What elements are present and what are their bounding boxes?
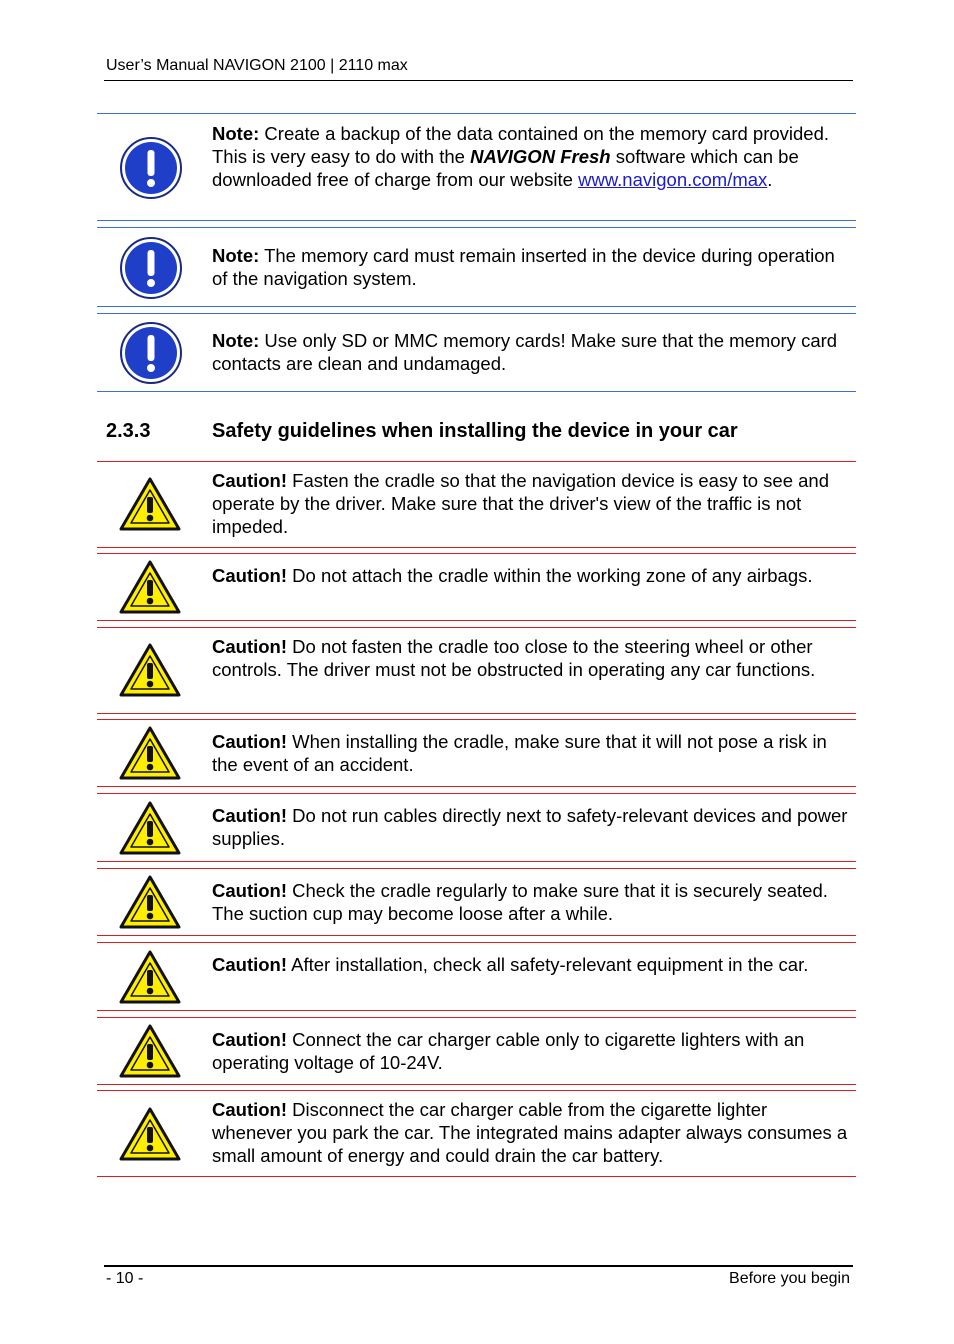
- note-box-memory-card-inserted: [97, 227, 856, 307]
- caution-box: [97, 627, 856, 714]
- caution-text: Caution! Do not fasten the cradle too close to the steering wheel or other controls. The driver must not be obstructed in operating any car functions.: [212, 636, 816, 680]
- caution-text: Caution! Fasten the cradle so that the navigation device is easy to see and operate by the driver. Make sure that the driver's view of the traffic is not impeded.: [212, 470, 829, 537]
- caution-box: [97, 942, 856, 1011]
- warning-triangle-icon: [119, 726, 181, 780]
- caution-box: [97, 553, 856, 621]
- caution-box: [97, 1090, 856, 1177]
- caution-text: Caution! Check the cradle regularly to make sure that it is securely seated. The suction cup may become loose after a while.: [212, 880, 828, 924]
- caution-text: Caution! Do not run cables directly next to safety-relevant devices and power supplies.: [212, 805, 848, 849]
- page-number: - 10 -: [106, 1270, 144, 1287]
- caution-label: Caution!: [212, 565, 288, 586]
- caution-text: Caution! Connect the car charger cable only to cigarette lighters with an operating voltage of 10-24V.: [212, 1029, 805, 1073]
- warning-triangle-icon: [119, 950, 181, 1004]
- running-header: User’s Manual NAVIGON 2100 | 2110 max: [106, 57, 408, 74]
- caution-box: [97, 461, 856, 548]
- caution-text: Caution! When installing the cradle, make sure that it will not pose a risk in the event of an accident.: [212, 731, 827, 775]
- caution-box: [97, 793, 856, 862]
- caution-text: Caution! After installation, check all safety-relevant equipment in the car.: [212, 954, 809, 975]
- warning-triangle-icon: [119, 875, 181, 929]
- warning-triangle-icon: [119, 560, 181, 614]
- caution-label: Caution!: [212, 1029, 288, 1050]
- exclamation-circle-icon: [119, 136, 183, 200]
- caution-label: Caution!: [212, 880, 288, 901]
- header-rule: [104, 80, 853, 81]
- caution-label: Caution!: [212, 954, 288, 975]
- section-number: 2.3.3: [106, 420, 151, 442]
- note-label: Note:: [212, 330, 260, 351]
- warning-triangle-icon: [119, 801, 181, 855]
- brand-name: NAVIGON Fresh: [470, 146, 611, 167]
- note-box-backup: [97, 113, 856, 221]
- caution-box: [97, 868, 856, 936]
- note-label: Note:: [212, 245, 260, 266]
- exclamation-circle-icon: [119, 236, 183, 300]
- caution-label: Caution!: [212, 731, 288, 752]
- caution-box: [97, 719, 856, 787]
- warning-triangle-icon: [119, 477, 181, 531]
- note-box-sd-mmc: [97, 313, 856, 392]
- warning-triangle-icon: [119, 1024, 181, 1078]
- note-label: Note:: [212, 123, 260, 144]
- footer-rule: [104, 1265, 853, 1267]
- caution-label: Caution!: [212, 636, 288, 657]
- note-text: Note: Use only SD or MMC memory cards! Make sure that the memory card contacts are clean and undamaged.: [212, 330, 838, 374]
- caution-text: Caution! Do not attach the cradle within the working zone of any airbags.: [212, 565, 813, 586]
- website-link[interactable]: www.navigon.com/max: [578, 169, 768, 190]
- note-text: Note: Create a backup of the data contained on the memory card provided. This is very easy to do with the NAVIGON Fresh software which can be downloaded free of charge from our website www.navigon.com/max.: [212, 123, 830, 190]
- warning-triangle-icon: [119, 1107, 181, 1161]
- caution-label: Caution!: [212, 805, 288, 826]
- section-title: Safety guidelines when installing the device in your car: [212, 420, 738, 442]
- warning-triangle-icon: [119, 643, 181, 697]
- chapter-name: Before you begin: [729, 1270, 850, 1287]
- note-text: Note: The memory card must remain inserted in the device during operation of the navigation system.: [212, 245, 835, 289]
- caution-label: Caution!: [212, 1099, 288, 1120]
- caution-label: Caution!: [212, 470, 288, 491]
- caution-text: Caution! Disconnect the car charger cable from the cigarette lighter whenever you park the car. The integrated mains adapter always consumes a small amount of energy and could drain the car battery.: [212, 1099, 848, 1166]
- caution-box: [97, 1017, 856, 1085]
- exclamation-circle-icon: [119, 321, 183, 385]
